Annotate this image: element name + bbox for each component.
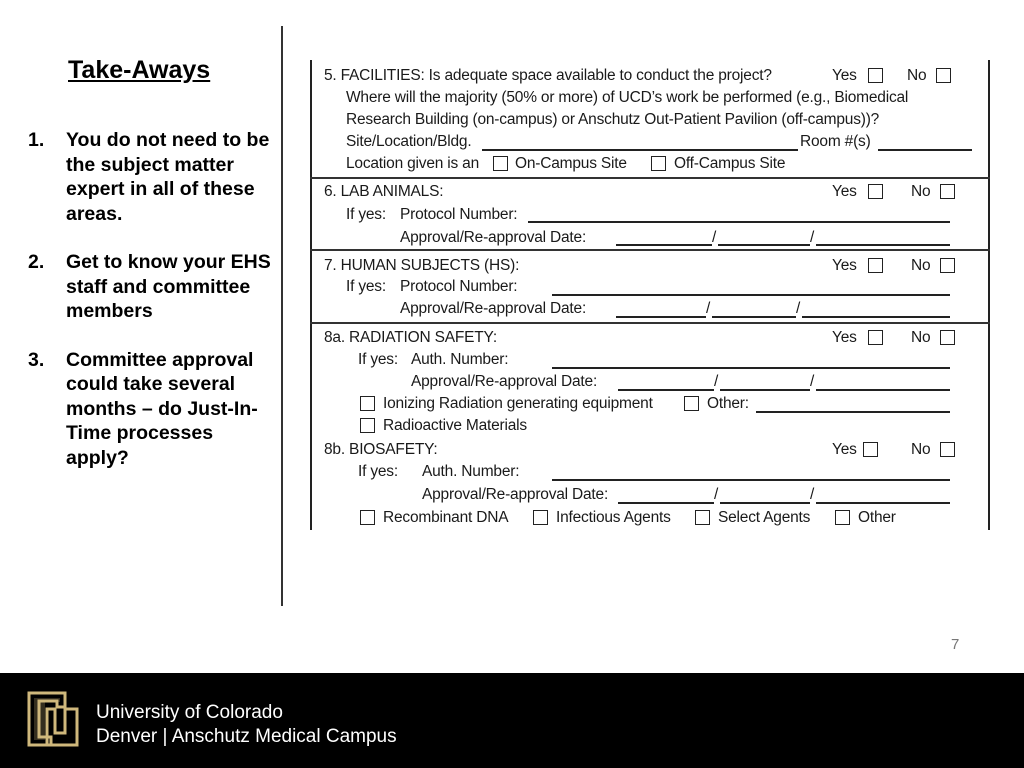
infectious-agents-label: Infectious Agents (556, 509, 671, 526)
radiation-no-checkbox[interactable] (940, 330, 955, 345)
lab-animals-heading: 6. LAB ANIMALS: (324, 183, 444, 200)
facilities-question-line: Research Building (on-campus) or Anschutz Out-Patient Pavilion (off-campus))? (346, 111, 880, 128)
facilities-yes-label: Yes (832, 67, 857, 84)
lab-animals-protocol-input[interactable] (528, 221, 950, 223)
radiation-other-input[interactable] (756, 411, 950, 413)
human-subjects-no-checkbox[interactable] (940, 258, 955, 273)
cu-logo-icon (25, 689, 81, 749)
footer-bar (0, 673, 1024, 768)
recombinant-dna-checkbox[interactable] (360, 510, 375, 525)
radiation-auth-label: Auth. Number: (411, 351, 509, 368)
radiation-other-checkbox[interactable] (684, 396, 699, 411)
radiation-no-label: No (911, 329, 931, 346)
site-input[interactable] (482, 149, 798, 151)
radiation-auth-input[interactable] (552, 367, 950, 369)
lab-animals-no-label: No (911, 183, 931, 200)
room-input[interactable] (878, 149, 972, 151)
radioactive-materials-label: Radioactive Materials (383, 417, 527, 434)
takeaway-item (28, 348, 278, 471)
human-subjects-date-input[interactable] (712, 316, 796, 318)
ionizing-radiation-label: Ionizing Radiation generating equipment (383, 395, 653, 412)
university-name: University of Colorado (96, 702, 283, 723)
form-border-left (310, 60, 312, 530)
human-subjects-protocol-label: Protocol Number: (400, 278, 518, 295)
radiation-safety-heading: 8a. RADIATION SAFETY: (324, 329, 497, 346)
human-subjects-no-label: No (911, 257, 931, 274)
on-campus-label: On-Campus Site (515, 155, 627, 172)
radiation-yes-label: Yes (832, 329, 857, 346)
campus-name: Denver | Anschutz Medical Campus (96, 726, 397, 747)
lab-animals-date-input[interactable] (816, 244, 950, 246)
human-subjects-date-input[interactable] (802, 316, 950, 318)
biosafety-other-checkbox[interactable] (835, 510, 850, 525)
infectious-agents-checkbox[interactable] (533, 510, 548, 525)
takeaways-list (28, 128, 278, 494)
takeaway-item (28, 128, 278, 226)
takeaway-number: 2. (28, 251, 45, 273)
lab-animals-no-checkbox[interactable] (940, 184, 955, 199)
lab-animals-approval-label: Approval/Re-approval Date: (400, 229, 587, 246)
facilities-question-line: Where will the majority (50% or more) of UCD’s work be performed (e.g., Biomedical (346, 89, 909, 106)
ionizing-radiation-checkbox[interactable] (360, 396, 375, 411)
date-slash: / (714, 373, 719, 390)
date-slash: / (810, 229, 815, 246)
human-subjects-approval-label: Approval/Re-approval Date: (400, 300, 587, 317)
facilities-heading: 5. FACILITIES: Is adequate space available to conduct the project? (324, 67, 772, 84)
biosafety-yes-label: Yes (832, 441, 857, 458)
date-slash: / (796, 300, 801, 317)
biosafety-date-input[interactable] (720, 502, 810, 504)
radiation-if-yes: If yes: (358, 351, 398, 368)
on-campus-checkbox[interactable] (493, 156, 508, 171)
recombinant-dna-label: Recombinant DNA (383, 509, 509, 526)
date-slash: / (706, 300, 711, 317)
facilities-no-label: No (907, 67, 927, 84)
date-slash: / (810, 486, 815, 503)
human-subjects-heading: 7. HUMAN SUBJECTS (HS): (324, 257, 520, 274)
section-divider (310, 322, 990, 324)
human-subjects-date-input[interactable] (616, 316, 706, 318)
slide-title: Take-Aways (68, 56, 211, 84)
lab-animals-yes-checkbox[interactable] (868, 184, 883, 199)
select-agents-label: Select Agents (718, 509, 811, 526)
off-campus-checkbox[interactable] (651, 156, 666, 171)
lab-animals-yes-label: Yes (832, 183, 857, 200)
facilities-yes-checkbox[interactable] (868, 68, 883, 83)
vertical-divider (281, 26, 283, 606)
radiation-date-input[interactable] (618, 389, 714, 391)
radiation-yes-checkbox[interactable] (868, 330, 883, 345)
site-label: Site/Location/Bldg. (346, 133, 472, 150)
lab-animals-if-yes: If yes: (346, 206, 386, 223)
human-subjects-yes-checkbox[interactable] (868, 258, 883, 273)
radiation-date-input[interactable] (816, 389, 950, 391)
room-label: Room #(s) (800, 133, 871, 150)
takeaway-text: Committee approval could take several months – do Just-In-Time processes apply? (66, 348, 258, 469)
biosafety-approval-label: Approval/Re-approval Date: (422, 486, 609, 503)
human-subjects-if-yes: If yes: (346, 278, 386, 295)
facilities-no-checkbox[interactable] (936, 68, 951, 83)
biosafety-other-label: Other (858, 509, 896, 526)
off-campus-label: Off-Campus Site (674, 155, 786, 172)
radiation-other-label: Other: (707, 395, 749, 412)
radioactive-materials-checkbox[interactable] (360, 418, 375, 433)
form-border-right (988, 60, 990, 530)
biosafety-auth-label: Auth. Number: (422, 463, 520, 480)
location-label: Location given is an (346, 155, 480, 172)
biosafety-no-label: No (911, 441, 931, 458)
date-slash: / (810, 373, 815, 390)
takeaway-item (28, 250, 278, 324)
takeaway-text: Get to know your EHS staff and committee members (66, 251, 271, 322)
date-slash: / (714, 486, 719, 503)
lab-animals-date-input[interactable] (718, 244, 810, 246)
radiation-approval-label: Approval/Re-approval Date: (411, 373, 598, 390)
takeaway-number: 1. (28, 129, 45, 151)
section-divider (310, 177, 990, 179)
page-number: 7 (951, 636, 960, 653)
date-slash: / (712, 229, 717, 246)
form-excerpt (310, 60, 990, 530)
takeaway-number: 3. (28, 348, 45, 371)
select-agents-checkbox[interactable] (695, 510, 710, 525)
biosafety-heading: 8b. BIOSAFETY: (324, 441, 438, 458)
biosafety-yes-checkbox[interactable] (863, 442, 878, 457)
radiation-date-input[interactable] (720, 389, 810, 391)
biosafety-if-yes: If yes: (358, 463, 398, 480)
lab-animals-protocol-label: Protocol Number: (400, 206, 518, 223)
human-subjects-yes-label: Yes (832, 257, 857, 274)
biosafety-auth-input[interactable] (552, 479, 950, 481)
lab-animals-date-input[interactable] (616, 244, 712, 246)
takeaway-text: You do not need to be the subject matter expert in all of these areas. (66, 129, 270, 225)
human-subjects-protocol-input[interactable] (552, 294, 950, 296)
biosafety-date-input[interactable] (816, 502, 950, 504)
biosafety-date-input[interactable] (618, 502, 714, 504)
section-divider (310, 249, 990, 251)
biosafety-no-checkbox[interactable] (940, 442, 955, 457)
